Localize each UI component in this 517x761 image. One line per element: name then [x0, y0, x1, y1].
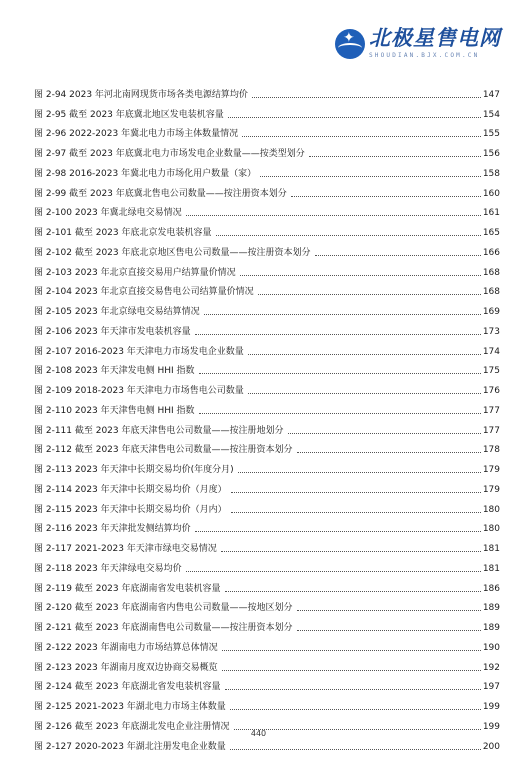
toc-entry-caption: 图 2-120 截至 2023 年底湖南省内售电公司数量——按地区划分	[34, 603, 293, 614]
toc-entry-page: 189	[482, 603, 500, 614]
toc-entry[interactable]	[34, 376, 500, 396]
dot-leader	[240, 275, 481, 276]
dot-leader	[225, 689, 481, 690]
toc-entry[interactable]	[34, 80, 500, 100]
toc-entry-caption: 图 2-99 截至 2023 年底冀北售电公司数量——按注册资本划分	[34, 188, 287, 199]
toc-entry[interactable]	[34, 673, 500, 693]
toc-entry[interactable]	[34, 100, 500, 120]
toc-entry-caption: 图 2-111 截至 2023 年底天津售电公司数量——按注册地划分	[34, 425, 284, 436]
dot-leader	[315, 255, 481, 256]
toc-entry-caption: 图 2-98 2016-2023 年冀北电力市场化用户数量（家）	[34, 168, 257, 179]
dot-leader	[222, 670, 481, 671]
dot-leader	[252, 97, 481, 98]
toc-entry-page: 178	[482, 445, 500, 456]
toc-entry[interactable]	[34, 475, 500, 495]
toc-entry-caption: 图 2-106 2023 年天津市发电装机容量	[34, 326, 191, 337]
dot-leader	[231, 492, 481, 493]
dot-leader	[230, 749, 481, 750]
dot-leader	[225, 591, 481, 592]
toc-entry[interactable]	[34, 159, 500, 179]
toc-entry[interactable]	[34, 495, 500, 515]
toc-entry-caption: 图 2-117 2021-2023 年天津市绿电交易情况	[34, 544, 217, 554]
toc-entry-caption: 图 2-114 2023 年天津中长期交易均价（月度）	[34, 484, 227, 495]
site-logo	[335, 28, 501, 59]
toc-entry[interactable]	[34, 179, 500, 199]
toc-entry-caption: 图 2-100 2023 年冀北绿电交易情况	[34, 208, 182, 219]
dot-leader	[309, 156, 481, 157]
toc-entry-page: 168	[482, 267, 500, 278]
toc-entry[interactable]	[34, 337, 500, 357]
toc-entry-page: 189	[482, 623, 500, 633]
dot-leader	[297, 452, 481, 453]
toc-entry[interactable]	[34, 120, 500, 140]
dot-leader	[238, 472, 481, 473]
dot-leader	[186, 571, 481, 572]
toc-entry-page: 165	[482, 228, 500, 238]
toc-entry[interactable]	[34, 574, 500, 594]
toc-entry-page: 166	[482, 247, 500, 258]
toc-entry-page: 168	[482, 287, 500, 298]
toc-entry-page: 190	[482, 642, 500, 653]
toc-entry-page: 154	[482, 109, 500, 120]
toc-entry-caption: 图 2-123 2023 年湖南月度双边协商交易概览	[34, 662, 218, 673]
dot-leader	[248, 354, 481, 355]
toc-entry-page: 180	[482, 524, 500, 535]
dot-leader	[204, 314, 481, 315]
toc-entry-caption: 图 2-124 截至 2023 年底湖北省发电装机容量	[34, 682, 221, 693]
toc-entry[interactable]	[34, 653, 500, 673]
toc-entry-page: 186	[482, 583, 500, 594]
toc-entry-page: 173	[482, 326, 500, 337]
toc-entry[interactable]	[34, 692, 500, 712]
toc-entry-page: 176	[482, 386, 500, 396]
dot-leader	[231, 512, 481, 513]
toc-entry-page: 181	[482, 563, 500, 574]
toc-entry[interactable]	[34, 199, 500, 219]
dot-leader	[199, 413, 481, 414]
toc-entry-page: 175	[482, 366, 500, 377]
toc-entry[interactable]	[34, 218, 500, 238]
star-globe-icon: ✦	[335, 29, 365, 59]
toc-entry[interactable]	[34, 258, 500, 278]
toc-entry-caption: 图 2-109 2018-2023 年天津电力市场售电公司数量	[34, 386, 244, 396]
dot-leader	[186, 215, 481, 216]
toc-entry-caption: 图 2-95 截至 2023 年底冀北地区发电装机容量	[34, 109, 224, 120]
dot-leader	[195, 531, 481, 532]
toc-entry[interactable]	[34, 238, 500, 258]
toc-entry[interactable]	[34, 278, 500, 298]
dot-leader	[288, 433, 481, 434]
toc-entry[interactable]	[34, 357, 500, 377]
toc-entry-caption: 图 2-115 2023 年天津中长期交易均价（月内）	[34, 504, 227, 515]
toc-entry-page: 180	[482, 504, 500, 515]
toc-entry-caption: 图 2-125 2021-2023 年湖北电力市场主体数量	[34, 702, 226, 712]
dot-leader	[297, 630, 481, 631]
logo-subtitle: SHOUDIAN.BJX.COM.CN	[369, 52, 480, 59]
toc-entry-page: 200	[482, 741, 500, 752]
toc-entry-caption: 图 2-116 2023 年天津批发侧结算均价	[34, 524, 191, 535]
toc-entry-caption: 图 2-94 2023 年河北南网现货市场各类电源结算均价	[34, 89, 248, 100]
toc-entry-page: 177	[482, 425, 500, 436]
dot-leader	[216, 235, 481, 236]
toc-entry-caption: 图 2-107 2016-2023 年天津电力市场发电企业数量	[34, 346, 244, 357]
toc-entry-caption: 图 2-96 2022-2023 年冀北电力市场主体数量情况	[34, 129, 239, 140]
toc-entry-page: 179	[482, 465, 500, 475]
toc-entry-page: 199	[482, 721, 500, 732]
dot-leader	[260, 176, 481, 177]
toc-entry-page: 161	[482, 208, 500, 219]
toc-entry-caption: 图 2-108 2023 年天津发电侧 HHI 指数	[34, 366, 195, 377]
toc-entry-caption: 图 2-118 2023 年天津绿电交易均价	[34, 563, 182, 574]
toc-entry[interactable]	[34, 455, 500, 475]
toc-entry-page: 158	[482, 168, 500, 179]
toc-entry-caption: 图 2-101 截至 2023 年底北京发电装机容量	[34, 228, 212, 238]
toc-entry[interactable]	[34, 613, 500, 633]
toc-entry-page: 181	[482, 544, 500, 554]
toc-entry-caption: 图 2-105 2023 年北京绿电交易结算情况	[34, 307, 200, 317]
toc-entry-caption: 图 2-113 2023 年天津中长期交易均价(年度分月)	[34, 465, 234, 475]
toc-entry-page: 199	[482, 702, 500, 712]
toc-entry[interactable]	[34, 139, 500, 159]
toc-entry-page: 160	[482, 188, 500, 199]
dot-leader	[199, 373, 481, 374]
dot-leader	[248, 393, 481, 394]
dot-leader	[195, 334, 481, 335]
toc-entry-caption: 图 2-122 2023 年湖南电力市场结算总体情况	[34, 642, 218, 653]
toc-entry[interactable]	[34, 554, 500, 574]
toc-entry[interactable]	[34, 416, 500, 436]
toc-entry-caption: 图 2-112 截至 2023 年底天津售电公司数量——按注册资本划分	[34, 445, 293, 456]
toc-entry[interactable]	[34, 515, 500, 535]
toc-entry-page: 155	[482, 129, 500, 140]
toc-entry-page: 197	[482, 682, 500, 693]
toc-entry-caption: 图 2-97 截至 2023 年底冀北电力市场发电企业数量——按类型划分	[34, 149, 305, 159]
dot-leader	[242, 136, 481, 137]
dot-leader	[228, 117, 481, 118]
toc-entry[interactable]	[34, 436, 500, 456]
toc-entry-page: 179	[482, 484, 500, 495]
toc-entry[interactable]	[34, 317, 500, 337]
dot-leader	[291, 196, 481, 197]
toc-entry-caption: 图 2-110 2023 年天津售电侧 HHI 指数	[34, 405, 195, 416]
toc-entry[interactable]	[34, 396, 500, 416]
toc-entry-page: 147	[482, 89, 500, 100]
page-number: 440	[250, 729, 267, 738]
toc-entry-caption: 图 2-121 截至 2023 年底湖南售电公司数量——按注册资本划分	[34, 623, 293, 633]
toc-entry[interactable]	[34, 534, 500, 554]
toc-entry-page: 174	[482, 346, 500, 357]
dot-leader	[297, 610, 481, 611]
toc-entry-caption: 图 2-103 2023 年北京直接交易用户结算量价情况	[34, 267, 236, 278]
toc-entry-caption: 图 2-126 截至 2023 年底湖北发电企业注册情况	[34, 721, 230, 732]
toc-entry[interactable]	[34, 297, 500, 317]
toc-entry-page: 156	[482, 149, 500, 159]
toc-entry-caption: 图 2-104 2023 年北京直接交易售电公司结算量价情况	[34, 287, 254, 298]
dot-leader	[258, 294, 481, 295]
toc-entry-caption: 图 2-127 2020-2023 年湖北注册发电企业数量	[34, 741, 226, 752]
dot-leader	[230, 709, 481, 710]
toc-entry-caption: 图 2-119 截至 2023 年底湖南省发电装机容量	[34, 583, 221, 594]
dot-leader	[222, 650, 481, 651]
dot-leader	[221, 551, 481, 552]
toc-entry-page: 177	[482, 405, 500, 416]
figure-list	[34, 80, 500, 752]
toc-entry-page: 169	[482, 307, 500, 317]
toc-entry-page: 192	[482, 662, 500, 673]
toc-entry[interactable]	[34, 594, 500, 614]
toc-entry[interactable]	[34, 633, 500, 653]
toc-entry-caption: 图 2-102 截至 2023 年底北京地区售电公司数量——按注册资本划分	[34, 247, 311, 258]
logo-title: 北极星售电网	[369, 26, 501, 50]
